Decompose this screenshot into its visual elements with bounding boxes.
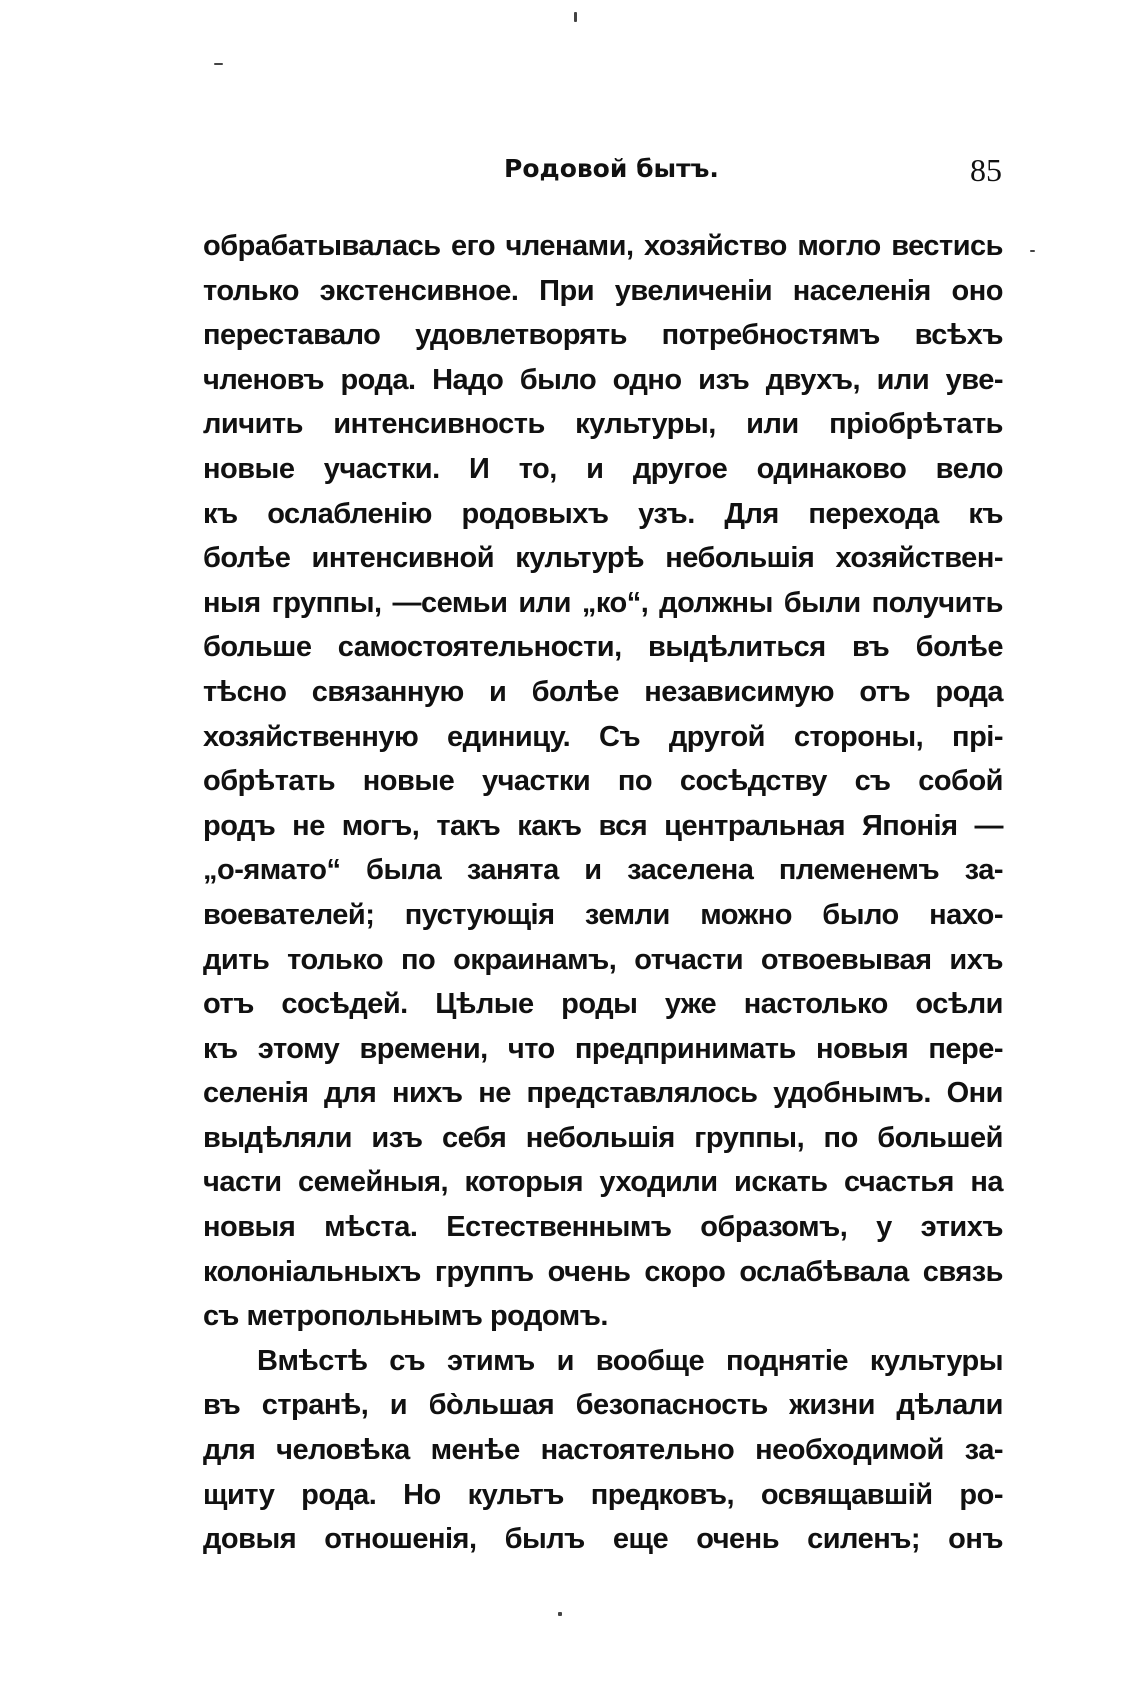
text-line: „о-ямато“ была занята и заселена племенемъ за-	[203, 854, 1003, 887]
text-line: щиту рода. Но культъ предковъ, освящавшiй ро-	[203, 1478, 1003, 1511]
scan-speck	[1030, 250, 1035, 252]
text-line: части семейныя, которыя уходили искать счастья на	[203, 1166, 1003, 1199]
page-header	[206, 154, 1002, 194]
text-line: къ ослабленiю родовыхъ узъ. Для перехода къ	[203, 497, 1003, 530]
text-line: дить только по окраинамъ, отчасти отвоевывая ихъ	[203, 943, 1003, 976]
text-line: болѣе интенсивной культурѣ небольшiя хозяйствен-	[203, 542, 1003, 575]
text-line: хозяйственную единицу. Съ другой стороны, прi-	[203, 720, 1003, 753]
scan-speck	[574, 12, 577, 22]
text-line: обрѣтать новые участки по сосѣдству съ собой	[203, 765, 1003, 798]
body-text	[203, 224, 1003, 1562]
text-line: личить интенсивность культуры, или прiобрѣтать	[203, 408, 1003, 441]
text-line: обрабатывалась его членами, хозяйство могло вестись	[203, 230, 1003, 262]
text-line: новыя мѣста. Естественнымъ образомъ, у этихъ	[203, 1211, 1003, 1244]
scan-speck	[558, 1612, 562, 1616]
text-line: колонiальныхъ группъ очень скоро ослабѣвала связь	[203, 1255, 1003, 1288]
text-line: тѣсно связанную и болѣе независимую отъ рода	[203, 675, 1003, 708]
text-line: для человѣка менѣе настоятельно необходимой за-	[203, 1434, 1003, 1467]
text-line: больше самостоятельности, выдѣлиться въ болѣе	[203, 631, 1003, 664]
text-line: членовъ рода. Надо было одно изъ двухъ, или уве-	[203, 363, 1003, 396]
text-line: только экстенсивное. При увеличенiи населенiя оно	[203, 274, 1003, 307]
text-line: переставало удовлетворять потребностямъ всѣхъ	[203, 319, 1003, 352]
text-line: съ метропольнымъ родомъ.	[203, 1300, 608, 1333]
text-line: къ этому времени, что предпринимать новыя пере-	[203, 1032, 1003, 1065]
paragraph	[203, 1339, 1003, 1562]
text-line: воевателей; пустующiя земли можно было нахо-	[203, 898, 1003, 931]
page-number: 85	[970, 152, 1002, 188]
text-line: родъ не могъ, такъ какъ вся центральная Японiя —	[203, 809, 1003, 842]
scan-speck	[214, 63, 223, 65]
text-line: въ странѣ, и бо̀льшая безопасность жизни дѣлали	[203, 1389, 1003, 1422]
text-line: новые участки. И то, и другое одинаково вело	[203, 452, 1003, 485]
paragraph	[203, 224, 1003, 1339]
running-head: Родовой бытъ.	[504, 154, 719, 183]
text-line: ныя группы, —семьи или „ко“, должны были получить	[203, 586, 1003, 619]
text-line: выдѣляли изъ себя небольшiя группы, по большей	[203, 1121, 1003, 1154]
text-line: Вмѣстѣ съ этимъ и вообще поднятiе культуры	[257, 1344, 1003, 1377]
text-line: селенiя для нихъ не представлялось удобнымъ. Они	[203, 1077, 1003, 1110]
text-line: отъ сосѣдей. Цѣлые роды уже настолько осѣли	[203, 988, 1003, 1021]
text-line: довыя отношенiя, былъ еще очень силенъ; онъ	[203, 1523, 1003, 1556]
